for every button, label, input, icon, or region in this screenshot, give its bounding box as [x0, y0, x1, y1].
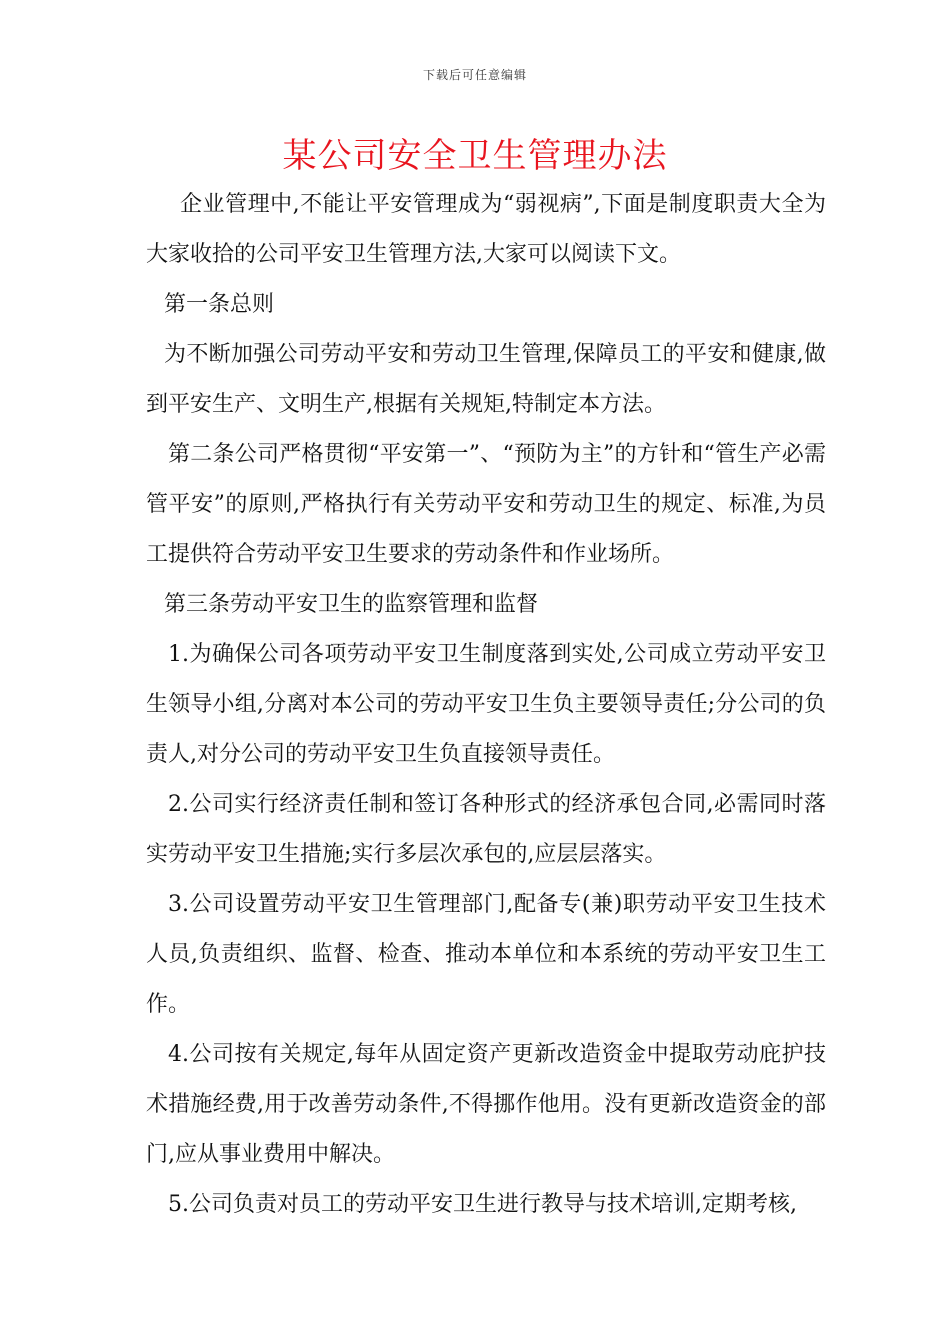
- list-item: 3.公司设置劳动平安卫生管理部门,配备专(兼)职劳动平安卫生技术人员,负责组织、监督、检查、推动本单位和本系统的劳动平安卫生工作。: [146, 892, 826, 1017]
- document-title: 某公司安全卫生管理办法: [282, 136, 668, 176]
- body-paragraph: 第二条公司严格贯彻“平安第一”、“预防为主”的方针和“管生产必需管平安”的原则,严格执行有关劳动平安和劳动卫生的规定、标准,为员工提供符合劳动平安卫生要求的劳动条件和作业场所。: [146, 442, 826, 567]
- section-heading-1: 第一条总则: [164, 292, 275, 317]
- section-heading-3: 第三条劳动平安卫生的监察管理和监督: [164, 592, 539, 617]
- document-body: [146, 180, 826, 1230]
- list-item: 2.公司实行经济责任制和签订各种形式的经济承包合同,必需同时落实劳动平安卫生措施;实行多层次承包的,应层层落实。: [146, 792, 826, 867]
- list-item: 5.公司负责对员工的劳动平安卫生进行教导与技术培训,定期考核,: [168, 1192, 797, 1217]
- intro-paragraph: 企业管理中,不能让平安管理成为“弱视病”,下面是制度职责大全为大家收拾的公司平安卫生管理方法,大家可以阅读下文。: [146, 192, 826, 267]
- list-item: 4.公司按有关规定,每年从固定资产更新改造资金中提取劳动庇护技术措施经费,用于改善劳动条件,不得挪作他用。没有更新改造资金的部门,应从事业费用中解决。: [146, 1042, 826, 1167]
- body-paragraph: 为不断加强公司劳动平安和劳动卫生管理,保障员工的平安和健康,做到平安生产、文明生产,根据有关规矩,特制定本方法。: [146, 342, 826, 417]
- header-note: 下载后可任意编辑: [422, 68, 527, 82]
- list-item: 1.为确保公司各项劳动平安卫生制度落到实处,公司成立劳动平安卫生领导小组,分离对本公司的劳动平安卫生负主要领导责任;分公司的负责人,对分公司的劳动平安卫生负直接领导责任。: [146, 642, 826, 767]
